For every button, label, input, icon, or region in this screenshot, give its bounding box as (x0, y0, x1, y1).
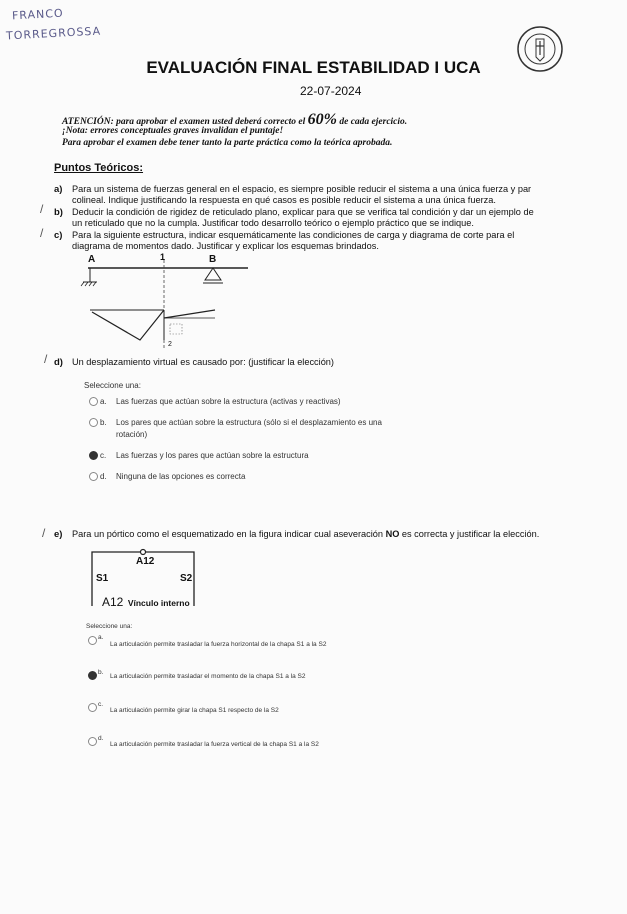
plate-s2-label: S2 (180, 573, 193, 584)
plate-s1-label: S1 (96, 573, 109, 584)
option-e-d-text: La articulación permite trasladar la fuerza vertical de la chapa S1 a la S2 (110, 741, 319, 748)
option-d-d-text: Ninguna de las opciones es correcta (116, 472, 246, 481)
radio-d-c-selected[interactable] (89, 451, 98, 460)
diagram-small-label: 2 (168, 341, 172, 348)
beam-moment-diagram (80, 252, 250, 352)
question-e-text-start: Para un pórtico como el esquematizado en la figura indicar cual aseveración (72, 529, 386, 539)
option-e-c-text: La articulación permite girar la chapa S1 respecto de la S2 (110, 707, 279, 714)
radio-e-d[interactable] (88, 737, 97, 746)
check-mark-e: / (42, 526, 46, 540)
question-e-text (72, 529, 592, 540)
question-d-text: Un desplazamiento virtual es causado por: (justificar la elección) (72, 357, 334, 367)
question-e-text-end: es correcta y justificar la elección. (399, 529, 540, 539)
hinge-label: A12 (136, 556, 155, 567)
question-a-text: Para un sistema de fuerzas general en el espacio, es siempre posible reducir el sistema a una única fuerza y par colineal. Indique justificando la respuesta en qué casos es posible reducir el sistema a una única fuerza. (72, 184, 532, 205)
question-e-label: e) (54, 529, 63, 540)
radio-e-b-selected[interactable] (88, 671, 97, 680)
option-e-a-text: La articulación permite trasladar la fuerza horizontal de la chapa S1 a la S2 (110, 641, 327, 648)
option-d-a-text: Las fuerzas que actúan sobre la estructura (activas y reactivas) (116, 397, 341, 406)
radio-d-d[interactable] (89, 472, 98, 481)
page-title: EVALUACIÓN FINAL ESTABILIDAD I UCA (146, 58, 481, 77)
question-e-prompt: Seleccione una: (86, 623, 133, 630)
question-d-prompt: Seleccione una: (84, 381, 141, 390)
option-e-b-letter: b. (98, 669, 104, 676)
question-a-label: a) (54, 184, 63, 195)
notice-percentage: 60% (307, 111, 337, 128)
question-d-label: d) (54, 357, 63, 368)
option-d-b-letter: b. (100, 418, 107, 427)
option-e-d-letter: d. (98, 735, 104, 742)
handwritten-name-last: TORREGROSSA (5, 24, 102, 43)
support-b-label: B (209, 254, 217, 265)
question-b-label: b) (54, 207, 63, 218)
option-d-b-text: Los pares que actúan sobre la estructura (sólo si el desplazamiento es una (116, 418, 382, 427)
option-e-b-text: La articulación permite trasladar el momento de la chapa S1 a la S2 (110, 673, 306, 680)
question-c-label: c) (54, 230, 63, 241)
option-d-a-letter: a. (100, 397, 107, 406)
notice-line-1-text: ATENCIÓN: para aprobar el examen usted deberá correcto el (62, 117, 308, 127)
radio-d-b[interactable] (89, 418, 98, 427)
option-d-b-text-cont: rotación) (116, 430, 148, 439)
section-heading: Puntos Teóricos: (54, 162, 144, 174)
diagram-caption (102, 593, 190, 611)
radio-e-c[interactable] (88, 703, 97, 712)
radio-d-a[interactable] (89, 397, 98, 406)
question-e-text-emphasis: NO (385, 529, 400, 539)
caption-hinge: A12 (102, 595, 124, 609)
exam-date: 22-07-2024 (300, 84, 362, 98)
notice-line-2: ¡Nota: errores conceptuales graves invalidan el puntaje! (62, 126, 284, 136)
option-d-d-letter: d. (100, 472, 107, 481)
radio-e-a[interactable] (88, 636, 97, 645)
option-e-c-letter: c. (98, 701, 104, 708)
question-b-text: Deducir la condición de rigidez de reticulado plano, explicar para que se verifica tal condición y dar un ejemplo de un reticulado que no la cumpla. Justificar todo desarrollo teórico o ejemplo práctico que se indique. (72, 207, 534, 228)
check-mark-d: / (44, 352, 48, 366)
handwritten-name-first: FRANCO (11, 6, 64, 23)
option-d-c-letter: c. (100, 451, 107, 460)
option-e-a-letter: a. (98, 634, 104, 641)
point-1-label: 1 (160, 252, 166, 262)
question-c-text: Para la siguiente estructura, indicar esquemáticamente las condiciones de carga y diagrama de corte para el diagrama de momentos dado. Justificar y explicar los esquemas brindados. (72, 230, 515, 251)
support-a-label: A (88, 254, 96, 265)
notice-line-3: Para aprobar el examen debe tener tanto la parte práctica como la teórica aprobada. (62, 138, 393, 148)
notice-line-1-end: de cada ejercicio. (337, 117, 408, 127)
caption-text: Vínculo interno (127, 598, 190, 608)
check-mark-c: / (40, 226, 44, 240)
option-d-c-text: Las fuerzas y los pares que actúan sobre la estructura (116, 451, 309, 460)
check-mark-b: / (40, 202, 44, 216)
